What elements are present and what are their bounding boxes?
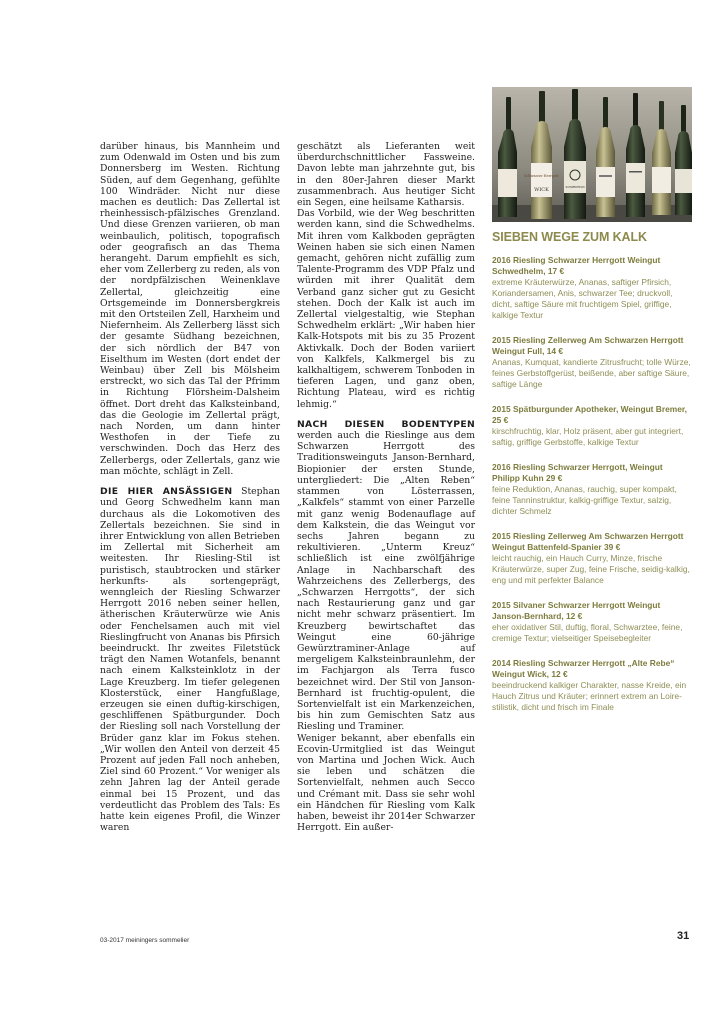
wine-entry-heading: 2016 Riesling Schwarzer Herrgott Weingut Schwedhelm, 17 € <box>492 255 661 276</box>
paragraph-body: werden auch die Rieslinge aus dem Schwarzen Herrgott des Traditionsweinguts Janson-Bernhard, Biopionier der ersten Stunde, untergliedert: Die „Alten Reben“ stammen von Lösterrassen, „Kalkfels“ stammt von einer Parzelle mit ganz wenig Bodenauflage auf dem Kalkstein, die das Weingut vor sechs Jahren begann zu rekultivieren. „Unterm Kreuz“ schließlich ist eine zwölfjährige Anlage in Nachbarschaft des Wahrzeichens des Zellerbergs, des „Schwarzen Herrgotts“, der sich nach Restaurierung ganz und gar nicht mehr schwarz präsentiert. Im Kreuzberg bewirtschaftet das Weingut eine 60-jährige Gewürztraminer-Anlage auf mergeligem Kalksteinbraunlehm, der im Fachjargon als Terra fusco bezeichnet wird. Der Stil von Janson-Bernhard ist fruchtig-opulent, die Sortenvielfalt ist ein Markenzeichen, bis hin zum Gemischten Satz aus Riesling und Traminer. <box>297 430 475 733</box>
article-paragraph: Weniger bekannt, aber ebenfalls ein Ecovin-Urmitglied ist das Weingut von Martina und Jochen Wick. Auch sie leben und schätzen die Sortenvielfalt, nehmen auch Secco und Crémant mit. Dass sie sehr wohl ein Händchen für Riesling vom Kalk haben, beweist ihr 2014er Schwarzer Herrgott. Ein außer- <box>297 732 475 834</box>
wine-entry-description: eher oxidativer Stil, duftig, floral, Schwarztee, feine, cremige Textur; vielseitiger Speisebegleiter <box>492 622 683 643</box>
tasting-notes-sidebar <box>492 232 692 727</box>
section-lead-in: NACH DIESEN BODENTYPEN <box>297 418 475 430</box>
wine-entry-heading: 2015 Riesling Zellerweg Am Schwarzen Herrgott Weingut Full, 14 € <box>492 335 684 356</box>
wine-entry-description: beeindruckend kalkiger Charakter, nasse Kreide, ein Hauch Zitrus und Kräuter; erinnert extrem an Loire-stilistik, dicht und frisch im Finale <box>492 680 687 712</box>
wine-entry-description: feine Reduktion, Ananas, rauchig, super kompakt, feine Tanninstruktur, kalkig-griffige Textur, salzig, dichter Schmelz <box>492 484 677 516</box>
wine-entry-heading: 2015 Silvaner Schwarzer Herrgott Weingut Janson-Bernhard, 12 € <box>492 600 661 621</box>
article-paragraph: geschätzt als Lieferanten weit überdurchschnittlicher Fassweine. Davon lebte man jahrzehnte gut, bis in den 80er-Jahren dieser Markt zusammenbrach. Aus heutiger Sicht ein Segen, eine heilsame Katharsis. <box>297 141 475 209</box>
wine-entry <box>492 404 692 448</box>
wine-entry <box>492 658 692 713</box>
article-column-1 <box>100 141 280 833</box>
article-paragraph: Das Vorbild, wie der Weg beschritten werden kann, sind die Schwedhelms. Mit ihren vom Kalkboden geprägten Weinen haben sie sich einen Namen gemacht, gehören nicht zufällig zum Talente-Programm des VDP Pfalz und würden mit ihrer Qualität dem Verband ganz sicher gut zu Gesicht stehen. Doch der Kalk ist auch im Zellertal vielgestaltig, wie Stephan Schwedhelm erklärt: „Wir haben hier Kalk-Hotspots mit bis zu 35 Prozent Aktivkalk. Doch der Boden variiert von Kalkfels, Kalkmergel bis zu kalkhaltigem, schwerem Tonboden in tieferen Lagen, und ganz oben, Richtung Plateau, wird es richtig lehmig.“ <box>297 208 475 410</box>
wine-entry <box>492 255 692 321</box>
wine-entry <box>492 462 692 517</box>
article-paragraph <box>100 486 280 833</box>
wine-entry-description: kirschfruchtig, klar, Holz präsent, aber gut integriert, saftig, griffige Gerbstoffe, kalkige Textur <box>492 426 684 447</box>
wine-entry-heading: 2015 Spätburgunder Apotheker, Weingut Bremer, 25 € <box>492 404 687 425</box>
wine-entry-description: Ananas, Kumquat, kandierte Zitrusfrucht; tolle Würze, feines Gerbstoffgerüst, beißende, aber saftige Säure, saftige Länge <box>492 357 691 389</box>
issue-folio: 03-2017 meiningers sommelier <box>100 937 190 944</box>
article-column-2 <box>297 141 475 833</box>
article-paragraph: darüber hinaus, bis Mannheim und zum Odenwald im Osten und bis zum Donnersberg im Westen. Richtung Süden, auf dem Gegenhang, gefühlte 100 Windräder. Nicht nur diese machen es deutlich: Das Zellertal ist rheinhessisch-pfälzisches Grenzland. Und diese Grenzen variieren, ob man weinbaulich, politisch, topografisch oder geografisch an das Thema herangeht. Darum empfiehlt es sich, eher vom Zellerberg zu reden, als von der nordpfälzischen Weinenklave Zellertal, gleichzeitig eine Ortsgemeinde im Donnersbergkreis mit den Ortsteilen Zell, Harxheim und Niefernheim. Als Zellerberg lässt sich der gesamte Südhang bezeichnen, der sich nördlich der B47 von Eiselthum im Westen (dort endet der Weinbau) über Zell bis Mölsheim erstreckt, wo sich das Tal der Pfrimm in Richtung Flörsheim-Dalsheim öffnet. Dort dreht das Kalksteinband, das die Geologie im Zellertal prägt, nach Norden, um dann hinter Westhofen in der Tiefe zu verschwinden. Doch das Herz des Zellerbergs, oder Zellertals, ganz wie man möchte, schlägt in Zell. <box>100 141 280 477</box>
bottle-label-text: SCHWEDHELM <box>565 186 585 189</box>
bottle-label-text: WICK <box>534 187 549 193</box>
wine-entry-description: extreme Kräuterwürze, Ananas, saftiger Pfirsich, Koriandersamen, Anis, schwarzer Tee; druckvoll, dicht, saftige Säure mit fruchtigem Spiel, griffige, kalkige Textur <box>492 277 673 320</box>
wine-entry <box>492 600 692 644</box>
page-number: 31 <box>677 930 690 942</box>
wine-entry <box>492 335 692 390</box>
bottle-label-text: Schwarzer Herrgott <box>524 174 559 178</box>
sidebar-title: SIEBEN WEGE ZUM KALK <box>492 230 647 244</box>
wine-entry-heading: 2016 Riesling Schwarzer Herrgott, Weingut Philipp Kuhn 29 € <box>492 462 663 483</box>
wine-entry-description: leicht rauchig, ein Hauch Curry, Minze, frische Kräuterwürze, super Zug, feine Frische, seidig-kalkig, eng und mit perfekter Balance <box>492 553 690 585</box>
wine-entry-heading: 2014 Riesling Schwarzer Herrgott „Alte Rebe“ Weingut Wick, 12 € <box>492 658 675 679</box>
section-lead-in: DIE HIER ANSÄSSIGEN <box>100 486 233 498</box>
wine-entry <box>492 531 692 586</box>
paragraph-body: Stephan und Georg Schwedhelm kann man durchaus als die Lokomotiven des Zellertals bezeichnen. Sie sind in ihrer Entwicklung von allen Betrieben im Zellertal mit Sicherheit am weitesten. Ihr Riesling-Stil ist puristisch, staubtrocken und stärker herkunfts- als sortengeprägt, wenngleich der Riesling Schwarzer Herrgott 2016 neben seiner hellen, ätherischen Kräuterwürze wie Anis oder Fenchelsamen auch mit viel Rieslingfrucht von Ananas bis Pfirsich beeindruckt. Ihr zweites Filetstück trägt den Namen Wotanfels, benannt nach einem Kalksteinklotz in der Lage Kreuzberg. Im tiefer gelegenen Klosterstück, einer Hangfußlage, erzeugen sie einen duftig-kirschigen, geschliffenen Spätburgunder. Doch der Riesling soll nach Vorstellung der Brüder ganz klar im Fokus stehen. „Wir wollen den Anteil von derzeit 45 Prozent auf jeden Fall noch anheben, Ziel sind 60 Prozent.“ Vor weniger als zehn Jahren lag der Anteil gerade einmal bei 15 Prozent, und das verdeutlicht das Problem des Tals: Es hatte kein eigenes Profil, die Winzer waren <box>100 486 280 834</box>
wine-entry-heading: 2015 Riesling Zellerweg Am Schwarzen Herrgott Weingut Battenfeld-Spanier 39 € <box>492 531 684 552</box>
wine-bottles-photo <box>492 87 692 222</box>
article-paragraph <box>297 419 475 733</box>
